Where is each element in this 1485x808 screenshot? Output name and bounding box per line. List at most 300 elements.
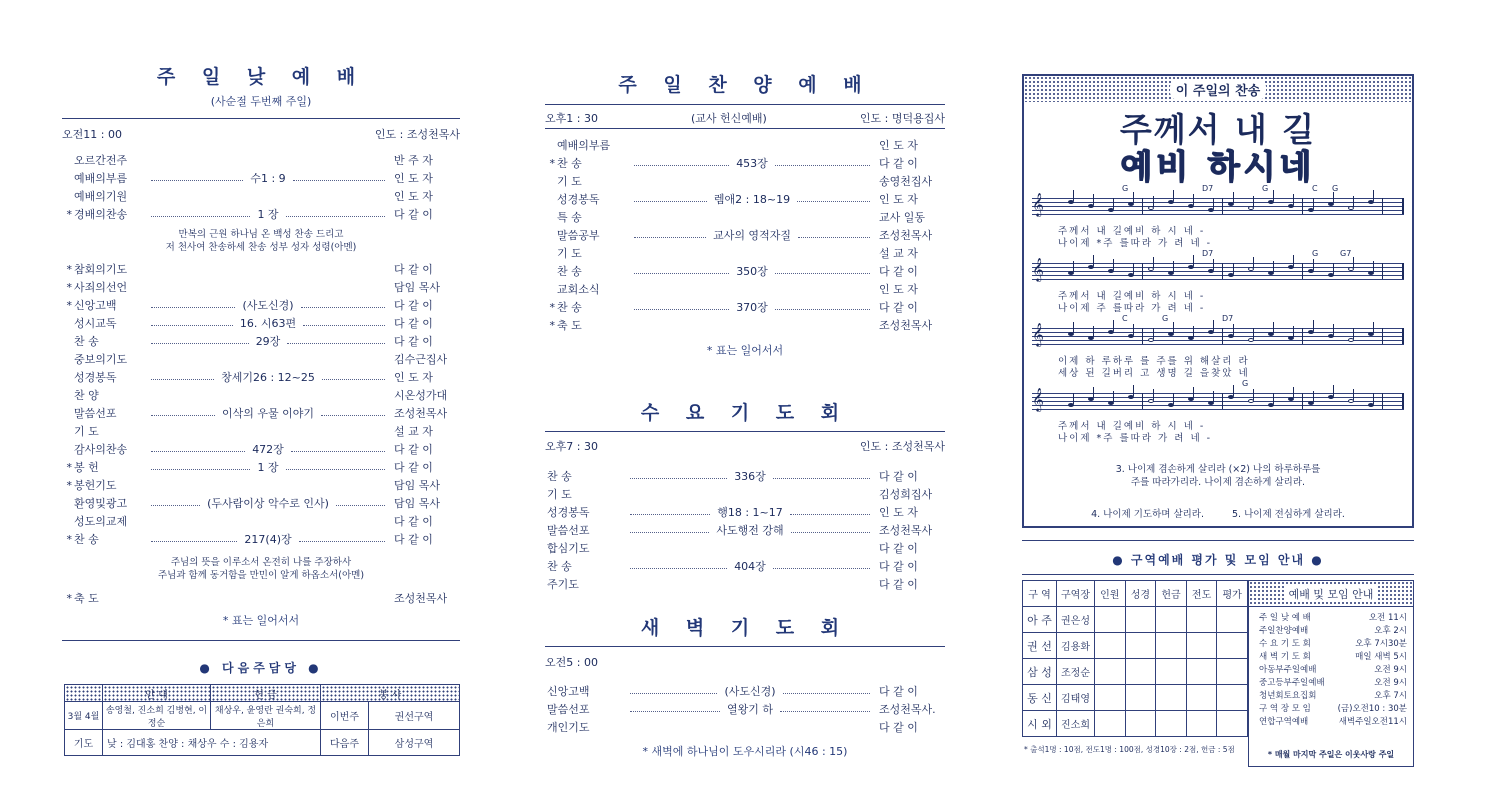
order-label: 찬 양 [74, 389, 99, 402]
verse-line: 주를 따라가리라. 나이제 겸손하게 살리라. [1130, 477, 1306, 488]
order-item [62, 422, 460, 440]
order-person: 인 도 자 [879, 283, 918, 296]
table-row [1023, 711, 1248, 737]
order-person: 김성희집사 [879, 488, 933, 501]
district-name: 아 주 [1023, 607, 1057, 633]
order-detail: 열왕기 하 [727, 703, 774, 716]
district-leader: 김태영 [1057, 685, 1095, 711]
order-person: 송영천집사 [879, 175, 933, 188]
sunday-praise-title: 주 일 찬 양 예 배 [618, 74, 872, 96]
order-label: 봉헌기도 [74, 479, 117, 492]
verse-line: 3. 나이제 겸손하게 살리라 (×2) 나의 하루하루를 [1115, 464, 1321, 475]
schedule-box [1248, 580, 1414, 767]
order-item [545, 503, 945, 521]
order-person: 인 도 자 [879, 506, 918, 519]
schedule-time: (금)오전10 : 30분 [1337, 704, 1407, 714]
schedule-title: 예배 및 모임 안내 [1285, 586, 1378, 602]
table-header: 평가 [1217, 581, 1248, 607]
schedule-time: 오전 9시 [1374, 665, 1407, 675]
score-cell [1095, 685, 1126, 711]
service-leader: 인도 : 조성천목사 [859, 440, 945, 453]
order-person: 다 같 이 [394, 533, 433, 546]
order-label: 예배의부름 [557, 139, 611, 152]
table-cell: 권선구역 [369, 702, 460, 730]
order-item [545, 154, 945, 172]
table-cell: 삼성구역 [369, 730, 460, 756]
schedule-footer: * 매월 마지막 주일은 이웃사랑 주일 [1267, 750, 1395, 759]
order-item [545, 280, 945, 298]
order-label: 축 도 [557, 319, 582, 332]
schedule-item [1259, 664, 1407, 677]
table-row [1023, 633, 1248, 659]
order-person: 다 같 이 [394, 335, 433, 348]
order-detail: 370장 [736, 301, 768, 314]
schedule-name: 청년회토요집회 [1259, 691, 1317, 701]
score-cell [1156, 711, 1187, 737]
order-detail: 수1 : 9 [250, 172, 286, 185]
schedule-item [1259, 625, 1407, 638]
order-label: 축 도 [74, 592, 99, 605]
schedule-time: 매일 새벽 5시 [1355, 652, 1407, 662]
order-person: 설 교 자 [879, 247, 918, 260]
order-item [62, 386, 460, 404]
schedule-list [1249, 607, 1413, 729]
order-list [62, 151, 460, 223]
order-label: 교회소식 [557, 283, 600, 296]
order-label: 경배의찬송 [74, 208, 128, 221]
service-header [545, 438, 945, 454]
chord-symbol: D7 [1202, 249, 1214, 258]
divider [1022, 574, 1414, 575]
treble-clef-icon: 𝄞 [1032, 257, 1044, 281]
table-cell: 기도 [65, 730, 103, 756]
stand-mark: * [66, 591, 72, 605]
chord-symbol: C [1312, 184, 1318, 193]
stand-mark: * [66, 532, 72, 546]
order-detail: 472장 [252, 443, 284, 456]
order-person: 담임 목사 [394, 281, 441, 294]
order-person: 다 같 이 [394, 208, 433, 221]
order-item [545, 539, 945, 557]
stand-note: * 표는 일어서서 [222, 614, 300, 627]
treble-clef-icon: 𝄞 [1032, 322, 1044, 346]
order-label: 성경봉독 [74, 371, 117, 384]
music-staff [1032, 379, 1404, 415]
order-label: 말씀선포 [547, 524, 590, 537]
table-header: 구역장 [1057, 581, 1095, 607]
order-detail: 교사의 영적자질 [713, 229, 791, 242]
closing-hymn-note [62, 556, 460, 582]
stand-mark: * [549, 156, 555, 170]
table-cell: 송영철, 진소희 김병현, 이정순 [103, 702, 211, 730]
order-label: 찬 송 [547, 470, 572, 483]
order-label: 기 도 [74, 425, 99, 438]
district-score-footer: * 출석1명 : 10점, 전도1명 : 100점, 성경10장 : 2점, 헌금 : 5점 [1024, 745, 1235, 754]
stand-mark: * [549, 300, 555, 314]
score-cell [1217, 685, 1248, 711]
order-person: 인 도 자 [394, 172, 433, 185]
order-label: 말씀선포 [74, 407, 117, 420]
hymn-verse-4-5 [1022, 506, 1414, 520]
order-person: 인 도 자 [394, 190, 433, 203]
district-leader: 김용화 [1057, 633, 1095, 659]
order-detail: 16. 시63편 [239, 317, 297, 330]
order-person: 다 같 이 [879, 157, 918, 170]
order-detail: 217(4)장 [244, 533, 292, 546]
order-person: 조성천목사 [394, 592, 448, 605]
score-cell [1217, 633, 1248, 659]
table-header: 헌금 [1156, 581, 1187, 607]
lyric-line: 주께서 내 길예비 하 시 네 - [1058, 226, 1206, 237]
schedule-name: 새 벽 기 도 회 [1259, 652, 1311, 662]
order-item [545, 485, 945, 503]
hymn-staff-block [1022, 314, 1414, 385]
lyric-line: 주께서 내 길예비 하 시 네 - [1058, 291, 1206, 302]
order-person: 다 같 이 [394, 461, 433, 474]
order-item [545, 172, 945, 190]
score-cell [1186, 659, 1217, 685]
order-label: 성시교독 [74, 317, 117, 330]
score-cell [1156, 633, 1187, 659]
order-person: 반 주 자 [394, 154, 433, 167]
order-detail: (사도신경) [724, 685, 776, 698]
table-cell: 낮 : 김대홍 찬양 : 채상우 수 : 김용자 [103, 730, 321, 756]
score-cell [1156, 659, 1187, 685]
order-label: 환영및광고 [74, 497, 128, 510]
chord-symbol: G [1312, 249, 1319, 258]
schedule-name: 중고등부주일예배 [1259, 678, 1325, 688]
order-item [545, 682, 945, 700]
order-label: 말씀공부 [557, 229, 600, 242]
order-label: 말씀선포 [547, 703, 590, 716]
divider [1022, 540, 1414, 541]
hymn-verse-3 [1022, 463, 1414, 489]
order-list [545, 682, 945, 736]
order-item [62, 476, 460, 494]
order-label: 찬 송 [74, 335, 99, 348]
order-list [545, 467, 945, 593]
score-cell [1095, 711, 1126, 737]
dawn-title: 새 벽 기 도 회 [640, 617, 850, 639]
table-header: 헌 금 [211, 685, 321, 702]
order-detail: 453장 [736, 157, 768, 170]
order-label: 주기도 [547, 578, 579, 591]
order-item [62, 205, 460, 223]
stand-mark: * [66, 262, 72, 276]
order-detail: 1 장 [257, 461, 279, 474]
order-label: 찬 송 [557, 265, 582, 278]
divider [545, 128, 945, 129]
chord-symbol: G [1122, 184, 1129, 193]
order-item [545, 136, 945, 154]
schedule-item [1259, 677, 1407, 690]
lyric-line: 이제 하 루하루 를 주를 위 해살리 라 [1058, 356, 1250, 367]
chord-symbol: G [1332, 184, 1339, 193]
service-time: 오후1 : 30 [545, 112, 598, 125]
hymn-lyric-line: 저 천사여 찬송하세 찬송 성부 성자 성령(아멘) [165, 242, 357, 253]
order-detail: 이삭의 우물 이야기 [222, 407, 315, 420]
order-item [62, 404, 460, 422]
sunday-morning-title: 주 일 낮 예 배 [156, 66, 366, 88]
schedule-name: 주 일 낮 예 배 [1259, 613, 1311, 623]
service-header [545, 654, 945, 670]
order-person: 다 같 이 [879, 560, 918, 573]
closing-lyric-line: 주님의 뜻을 이루소서 온전히 나를 주장하사 [170, 557, 352, 568]
district-table [1022, 580, 1248, 737]
order-item [62, 151, 460, 169]
score-cell [1186, 607, 1217, 633]
score-cell [1156, 685, 1187, 711]
district-name: 권 선 [1023, 633, 1057, 659]
district-name: 삼 성 [1023, 659, 1057, 685]
order-person: 다 같 이 [394, 515, 433, 528]
hymn-staff-block [1022, 184, 1414, 255]
schedule-time: 오후 7시30분 [1355, 639, 1407, 649]
order-label: 예배의부름 [74, 172, 128, 185]
score-cell [1125, 685, 1156, 711]
schedule-name: 수 요 기 도 회 [1259, 639, 1311, 649]
order-person: 조성천목사 [394, 407, 448, 420]
schedule-header [1249, 581, 1413, 607]
order-detail: 404장 [734, 560, 766, 573]
hymn-title: 주께서 내 길 [1119, 110, 1317, 149]
score-cell [1217, 711, 1248, 737]
order-item [62, 458, 460, 476]
table-cell: 3월 4월 [65, 702, 103, 730]
schedule-time: 오전 9시 [1374, 678, 1407, 688]
order-person: 다 같 이 [879, 685, 918, 698]
order-detail: (두사람이상 악수로 인사) [207, 497, 329, 510]
schedule-time: 오후 2시 [1374, 626, 1407, 636]
table-header: 인원 [1095, 581, 1126, 607]
order-person: 다 같 이 [394, 299, 433, 312]
stand-mark: * [66, 207, 72, 221]
hymn-score [1022, 184, 1414, 450]
music-staff [1032, 249, 1404, 285]
chord-symbol: D7 [1202, 184, 1214, 193]
hymn-banner [1024, 76, 1412, 102]
district-leader: 권은성 [1057, 607, 1095, 633]
order-item [62, 296, 460, 314]
order-item [62, 530, 460, 548]
wednesday-title: 수 요 기 도 회 [640, 402, 850, 424]
order-label: 신앙고백 [74, 299, 117, 312]
divider [545, 646, 945, 647]
order-item [545, 262, 945, 280]
schedule-name: 연합구역예배 [1259, 717, 1309, 727]
score-cell [1186, 711, 1217, 737]
score-cell [1156, 607, 1187, 633]
stand-mark: * [66, 298, 72, 312]
order-item [545, 190, 945, 208]
score-cell [1217, 607, 1248, 633]
order-item [545, 226, 945, 244]
order-detail: 사도행전 강해 [716, 524, 784, 537]
order-person: 시온성가대 [394, 389, 448, 402]
schedule-item [1259, 612, 1407, 625]
music-staff [1032, 184, 1404, 220]
score-cell [1125, 659, 1156, 685]
order-list [545, 136, 945, 334]
order-person: 인 도 자 [879, 139, 918, 152]
table-row [1023, 607, 1248, 633]
schedule-item [1259, 703, 1407, 716]
chord-symbol: G7 [1340, 249, 1352, 258]
score-cell [1095, 659, 1126, 685]
hymn-lyric-note [62, 228, 460, 254]
service-time: 오전5 : 00 [545, 656, 598, 669]
order-person: 교사 일동 [879, 211, 926, 224]
schedule-time: 오후 7시 [1374, 691, 1407, 701]
order-label: 기 도 [557, 247, 582, 260]
divider [545, 104, 945, 105]
order-label: 찬 송 [74, 533, 99, 546]
order-label: 감사의찬송 [74, 443, 128, 456]
schedule-item [1259, 638, 1407, 651]
order-item [62, 368, 460, 386]
order-label: 사죄의선언 [74, 281, 128, 294]
order-label: 기 도 [557, 175, 582, 188]
verse-line: 5. 나이제 전심하게 살리라. [1232, 509, 1345, 520]
order-person: 다 같 이 [394, 263, 433, 276]
hymn-banner-label: 이 주일의 찬송 [1170, 79, 1266, 100]
order-item [62, 440, 460, 458]
chord-symbol: G [1262, 184, 1269, 193]
district-name: 시 외 [1023, 711, 1057, 737]
order-item [545, 467, 945, 485]
order-item [62, 278, 460, 296]
dawn-verse: * 새벽에 하나님이 도우시리라 (시46 : 15) [642, 745, 848, 758]
schedule-item [1259, 651, 1407, 664]
district-leader: 조정순 [1057, 659, 1095, 685]
order-label: 성도의교제 [74, 515, 128, 528]
order-label: 봉 헌 [74, 461, 99, 474]
order-item [62, 494, 460, 512]
order-item [545, 521, 945, 539]
order-person: 다 같 이 [879, 470, 918, 483]
order-detail: 행18 : 1~17 [717, 506, 783, 519]
order-label: 개인기도 [547, 721, 590, 734]
order-item [545, 298, 945, 316]
order-label: 중보의기도 [74, 353, 128, 366]
table-header: 구 역 [1023, 581, 1057, 607]
order-person: 다 같 이 [879, 542, 918, 555]
chord-symbol: G [1242, 379, 1249, 388]
table-header: 성경 [1125, 581, 1156, 607]
order-person: 다 같 이 [394, 317, 433, 330]
stand-mark: * [66, 280, 72, 294]
chord-symbol: D7 [1222, 314, 1234, 323]
order-person: 담임 목사 [394, 497, 441, 510]
service-header [545, 110, 945, 126]
order-label: 신앙고백 [547, 685, 590, 698]
order-person: 조성천목사 [879, 319, 933, 332]
order-label: 예배의기원 [74, 190, 128, 203]
order-label: 기 도 [547, 488, 572, 501]
closing-lyric-line: 주님과 함께 동거함을 만민이 알게 하옵소서(아멘) [157, 570, 365, 581]
hymn-subtitle: 예비 하시네 [1120, 147, 1316, 186]
order-item [545, 316, 945, 334]
score-cell [1186, 685, 1217, 711]
order-person: 다 같 이 [879, 265, 918, 278]
score-cell [1217, 659, 1248, 685]
order-detail: 350장 [736, 265, 768, 278]
order-item [545, 718, 945, 736]
order-person: 다 같 이 [394, 443, 433, 456]
chord-symbol: G [1162, 314, 1169, 323]
table-cell: 이번주 [321, 702, 369, 730]
order-label: 성경봉독 [557, 193, 600, 206]
service-time: 오후7 : 30 [545, 440, 598, 453]
order-person: 조성천목사 [879, 524, 933, 537]
order-detail: 1 장 [257, 208, 279, 221]
order-label: 찬 송 [557, 157, 582, 170]
schedule-name: 아동부주일예배 [1259, 665, 1317, 675]
score-cell [1095, 633, 1126, 659]
hymn-staff-block [1022, 249, 1414, 320]
order-item [545, 700, 945, 718]
divider [62, 640, 460, 641]
order-person: 다 같 이 [879, 578, 918, 591]
order-label: 성경봉독 [547, 506, 590, 519]
district-name: 동 신 [1023, 685, 1057, 711]
next-week-table [64, 684, 460, 756]
table-row [1023, 659, 1248, 685]
table-cell: 다음주 [321, 730, 369, 756]
order-item [62, 260, 460, 278]
order-person: 김수근집사 [394, 353, 448, 366]
hymn-staff-block [1022, 379, 1414, 450]
order-item [545, 575, 945, 593]
order-detail: 29장 [255, 335, 281, 348]
treble-clef-icon: 𝄞 [1032, 192, 1044, 216]
table-header: 봉 사 [321, 685, 460, 702]
order-person: 담임 목사 [394, 479, 441, 492]
lyric-line: 나이제 *주 를따라 가 려 네 - [1058, 433, 1213, 444]
order-item [545, 557, 945, 575]
table-cell: 채상우, 윤영란 권숙희, 정은희 [211, 702, 321, 730]
order-detail: 창세기26 : 12~25 [221, 371, 315, 384]
service-leader: 인도 : 조성천목사 [374, 128, 460, 141]
order-person: 인 도 자 [394, 371, 433, 384]
district-leader: 진소희 [1057, 711, 1095, 737]
order-item [62, 169, 460, 187]
score-cell [1095, 607, 1126, 633]
order-item-benediction [62, 589, 460, 607]
service-header [62, 126, 460, 142]
lyric-line: 세상 된 길버리 고 생명 길 을찾았 네 [1058, 368, 1250, 379]
chord-symbol: C [1122, 314, 1128, 323]
order-person: 다 같 이 [879, 721, 918, 734]
order-person: 조성천목사 [879, 229, 933, 242]
lyric-line: 나이제 *주 를따라 가 려 네 - [1058, 238, 1213, 249]
order-person: 설 교 자 [394, 425, 433, 438]
schedule-name: 구 역 장 모 임 [1259, 704, 1311, 714]
service-theme: (교사 헌신예배) [691, 112, 767, 125]
stand-mark: * [549, 318, 555, 332]
verse-line: 4. 나이제 기도하며 살리라. [1091, 509, 1204, 520]
schedule-item [1259, 716, 1407, 729]
table-row [1023, 685, 1248, 711]
lyric-line: 나이제 주 를따라 가 려 네 - [1058, 303, 1206, 314]
order-item [62, 187, 460, 205]
next-week-title: ● 다음주담당 ● [199, 661, 323, 675]
order-person: 조성천목사. [879, 703, 936, 716]
order-detail: 렘애2 : 18~19 [713, 193, 791, 206]
order-person: 다 같 이 [879, 301, 918, 314]
order-label: 특 송 [557, 211, 582, 224]
schedule-time: 새벽주일오전11시 [1338, 717, 1407, 727]
